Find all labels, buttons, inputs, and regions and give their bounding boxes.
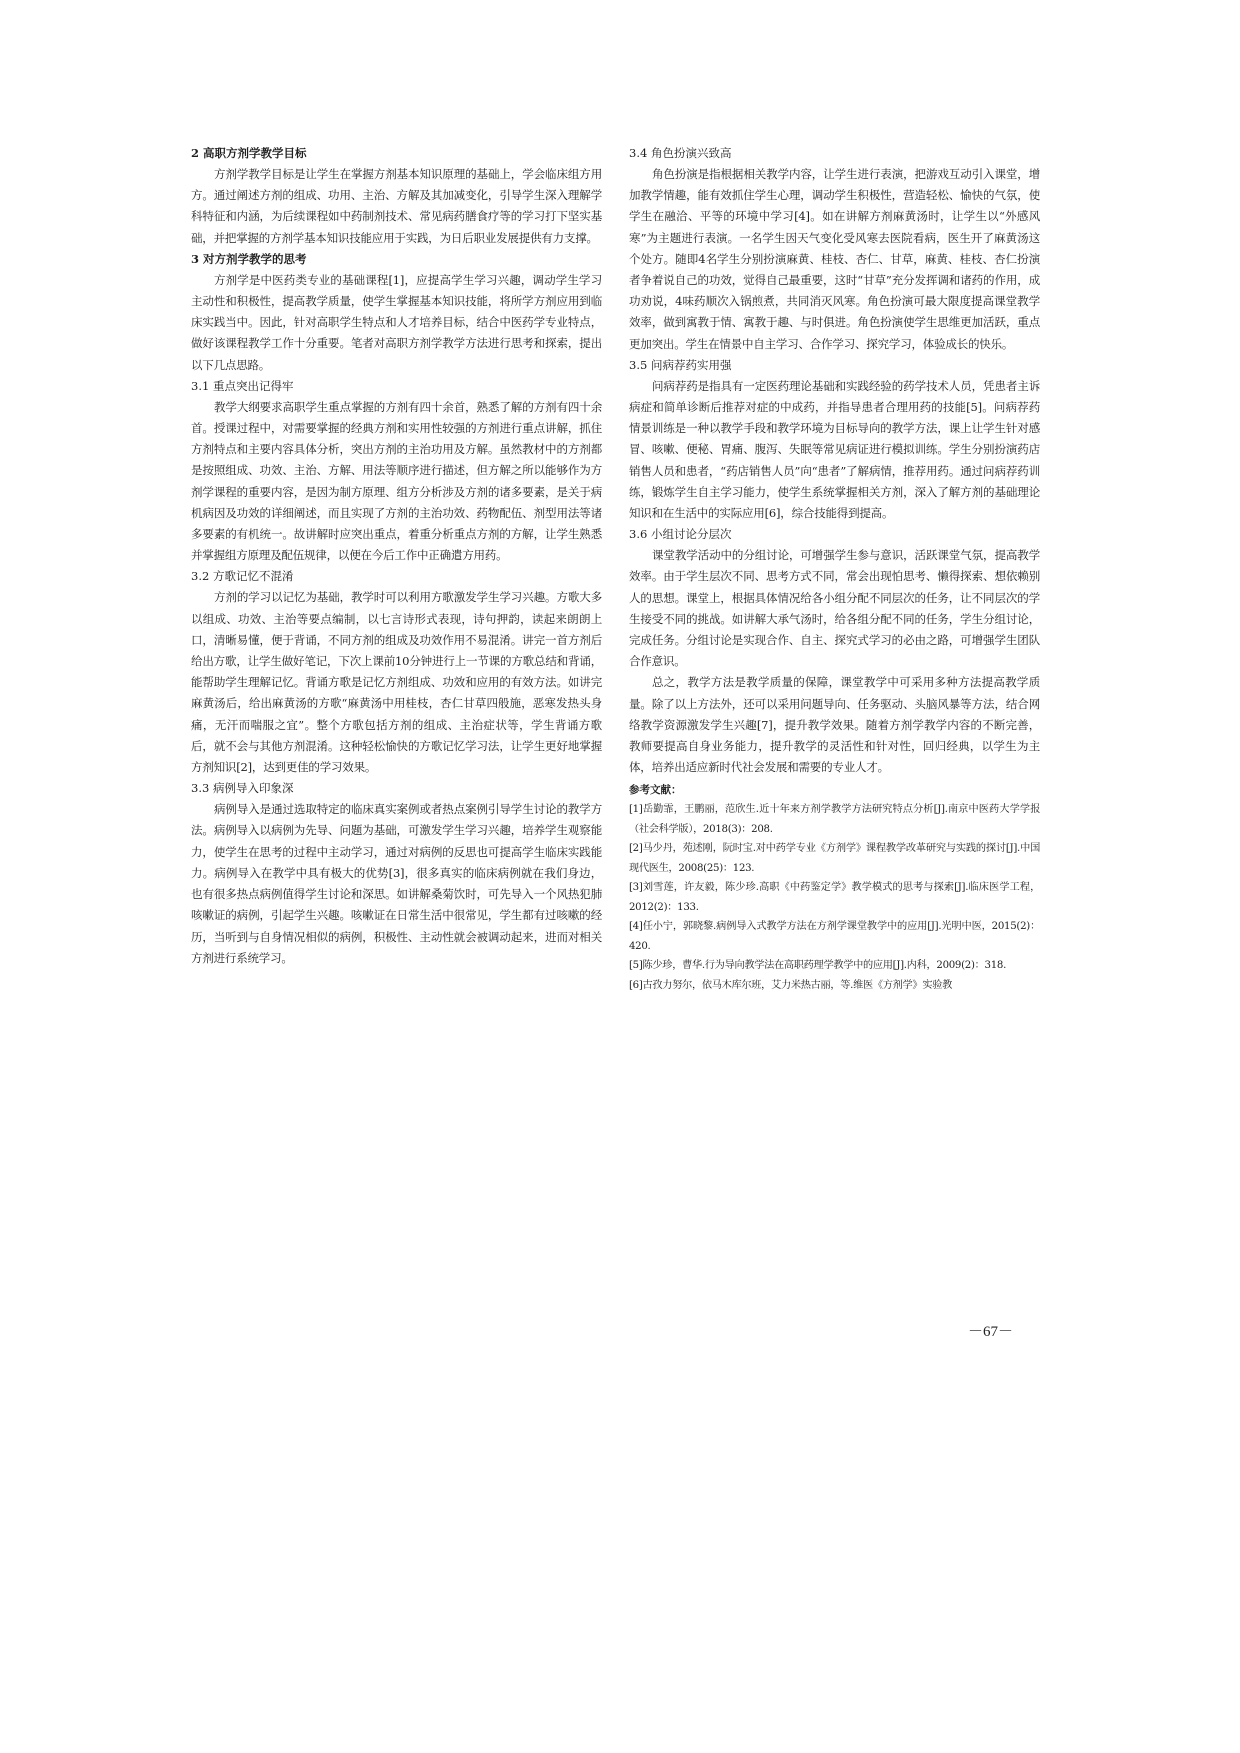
body-paragraph: 总之，教学方法是教学质量的保障，课堂教学中可采用多种方法提高教学质量。除了以上方法外，还可以采用问题导向、任务驱动、头脑风暴等方法，结合网络教学资源激发学生兴趣[7]，提升教学效果。随着方剂学教学内容的不断完善，教师要提高自身业务能力，提升教学的灵活性和针对性，回归经典，以学生为主体，培养出适应新时代社会发展和需要的专业人才。 (629, 675, 1040, 775)
right-column (629, 143, 1040, 995)
reference-item: [1]岳勤霏，王鹏丽，范欣生.近十年来方剂学教学方法研究特点分析[J].南京中医药大学学报（社会科学版），2018(3)：208. (629, 804, 1040, 835)
subsection-heading: 3.2 方歌记忆不混淆 (191, 569, 294, 584)
body-paragraph: 教学大纲要求高职学生重点掌握的方剂有四十余首，熟悉了解的方剂有四十余首。授课过程中，对需要掌握的经典方剂和实用性较强的方剂进行重点讲解，抓住方剂特点和主要内容具体分析，突出方剂的主治功用及方解。虽然教材中的方剂都是按照组成、功效、主治、方解、用法等顺序进行描述，但方解之所以能够作为方剂学课程的重要内容，是因为制方原理、组方分析涉及方剂的诸多要素，是关于病机病因及功效的详细阐述，而且实现了方剂的主治功效、药物配伍、剂型用法等诸多要素的有机统一。故讲解时应突出重点，着重分析重点方剂的方解，让学生熟悉并掌握组方原理及配伍规律，以便在今后工作中正确遣方用药。 (191, 399, 602, 563)
left-column (191, 143, 602, 969)
reference-item: [3]刘雪莲，许友毅，陈少珍.高职《中药鉴定学》教学模式的思考与探索[J].临床医学工程，2012(2)：133. (629, 882, 1040, 913)
page-number: －67－ (968, 1324, 1014, 1340)
body-paragraph: 病例导入是通过选取特定的临床真实案例或者热点案例引导学生讨论的教学方法。病例导入以病例为先导、问题为基础，可激发学生学习兴趣，培养学生观察能力，使学生在思考的过程中主动学习，通过对病例的反思也可提高学生临床实践能力。病例导入在教学中具有极大的优势[3]，很多真实的临床病例就在我们身边，也有很多热点病例值得学生讨论和深思。如讲解桑菊饮时，可先导入一个风热犯肺咳嗽证的病例，引起学生兴趣。咳嗽证在日常生活中很常见，学生都有过咳嗽的经历，当听到与自身情况相似的病例，积极性、主动性就会被调动起来，进而对相关方剂进行系统学习。 (191, 802, 602, 965)
body-paragraph: 方剂学教学目标是让学生在掌握方剂基本知识原理的基础上，学会临床组方用方。通过阐述方剂的组成、功用、主治、方解及其加减变化，引导学生深入理解学科特征和内涵，为后续课程如中药制剂技术、常见病药膳食疗等的学习打下坚实基础，并把掌握的方剂学基本知识技能应用于实践，为日后职业发展提供有力支撑。 (191, 167, 602, 245)
references-list (629, 800, 1040, 995)
reference-item: [4]任小宁，郭晓黎.病例导入式教学方法在方剂学课堂教学中的应用[J].光明中医，2015(2)：420. (629, 921, 1040, 952)
body-paragraph: 课堂教学活动中的分组讨论，可增强学生参与意识，活跃课堂气氛，提高教学效率。由于学生层次不同、思考方式不同，常会出现怕思考、懒得探索、想依赖别人的思想。课堂上，根据具体情况给各小组分配不同层次的任务，让不同层次的学生接受不同的挑战。如讲解大承气汤时，给各组分配不同的任务，学生分组讨论，完成任务。分组讨论是实现合作、自主、探究式学习的必由之路，可增强学生团队合作意识。 (629, 548, 1040, 669)
subsection-heading: 3.6 小组讨论分层次 (629, 527, 732, 542)
body-paragraph: 问病荐药是指具有一定医药理论基础和实践经验的药学技术人员，凭患者主诉病症和简单诊断后推荐对症的中成药，并指导患者合理用药的技能[5]。问病荐药情景训练是一种以教学手段和教学环境为目标导向的教学方法，课上让学生针对感冒、咳嗽、便秘、胃痛、腹泻、失眠等常见病证进行模拟训练。学生分别扮演药店销售人员和患者，“药店销售人员”向“患者”了解病情，推荐用药。通过问病荐药训练，锻炼学生自主学习能力，使学生系统掌握相关方剂，深入了解方剂的基础理论知识和在生活中的实际应用[6]，综合技能得到提高。 (629, 378, 1040, 521)
body-paragraph: 方剂学是中医药类专业的基础课程[1]，应提高学生学习兴趣，调动学生学习主动性和积极性，提高教学质量，使学生掌握基本知识技能，将所学方剂应用到临床实践当中。因此，针对高职学生特点和人才培养目标，结合中医药学专业特点，做好该课程教学工作十分重要。笔者对高职方剂学教学方法进行思考和探索，提出以下几点思路。 (191, 272, 602, 372)
reference-item: [6]古孜力努尔，依马木库尔班，艾力米热古丽，等.维医《方剂学》实验教 (629, 979, 952, 991)
section-heading: 3 对方剂学教学的思考 (191, 251, 307, 266)
references-title: 参考文献： (629, 784, 682, 797)
subsection-heading: 3.4 角色扮演兴致高 (629, 146, 732, 160)
section-heading: 2 高职方剂学教学目标 (191, 146, 307, 160)
reference-item: [2]马少丹，苑述刚，阮时宝.对中药学专业《方剂学》课程教学改革研究与实践的探讨[J].中国现代医生，2008(25)：123. (629, 843, 1040, 874)
body-paragraph: 方剂的学习以记忆为基础，教学时可以利用方歌激发学生学习兴趣。方歌大多以组成、功效、主治等要点编制，以七言诗形式表现，诗句押韵，读起来朗朗上口，清晰易懂，便于背诵，不同方剂的组成及功效作用不易混淆。讲完一首方剂后给出方歌，让学生做好笔记，下次上课前10分钟进行上一节课的方歌总结和背诵，能帮助学生理解记忆。背诵方歌是记忆方剂组成、功效和应用的有效方法。如讲完麻黄汤后，给出麻黄汤的方歌“麻黄汤中用桂枝，杏仁甘草四般施，恶寒发热头身痛，无汗而喘服之宜”。整个方歌包括方剂的组成、主治症状等，学生背诵方歌后，就不会与其他方剂混淆。这种轻松愉快的方歌记忆学习法，让学生更好地掌握方剂知识[2]，达到更佳的学习效果。 (191, 590, 602, 775)
body-paragraph: 角色扮演是指根据相关教学内容，让学生进行表演，把游戏互动引入课堂，增加教学情趣，能有效抓住学生心理，调动学生积极性，营造轻松、愉快的气氛，使学生在融洽、平等的环境中学习[4]。如在讲解方剂麻黄汤时，让学生以“外感风寒”为主题进行表演。一名学生因天气变化受风寒去医院看病，医生开了麻黄汤这个处方。随即4名学生分别扮演麻黄、桂枝、杏仁、甘草，麻黄、桂枝、杏仁扮演者争着说自己的功效，觉得自己最重要，这时“甘草”充分发挥调和诸药的作用，成功劝说，4味药顺次入锅煎煮，共同消灭风寒。角色扮演可最大限度提高课堂教学效率，做到寓教于情、寓教于趣、与时俱进。角色扮演使学生思维更加活跃，重点更加突出。学生在情景中自主学习、合作学习、探究学习，体验成长的快乐。 (629, 167, 1040, 351)
subsection-heading: 3.1 重点突出记得牢 (191, 378, 294, 393)
subsection-heading: 3.5 问病荐药实用强 (629, 357, 732, 372)
reference-item: [5]陈少珍，曹华.行为导向教学法在高职药理学教学中的应用[J].内科，2009(2)：318. (629, 960, 1007, 972)
subsection-heading: 3.3 病例导入印象深 (191, 781, 294, 796)
